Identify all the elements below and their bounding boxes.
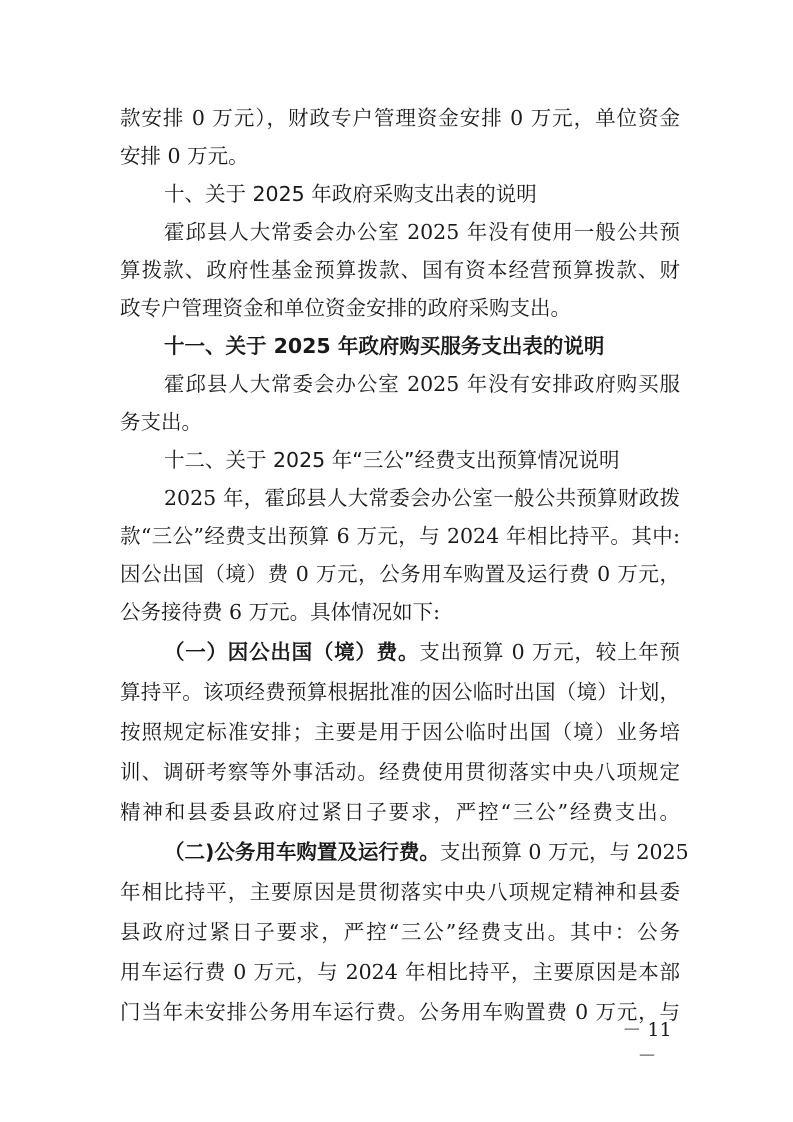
body-line: 算拨款、政府性基金预算拨款、国有资本经营预算拨款、财 [120,258,680,282]
body-line: 霍邱县人大常委会办公室 2025 年没有安排政府购买服 [164,372,680,396]
body-line: 款“三公”经费支出预算 6 万元，与 2024 年相比持平。其中: [120,524,680,548]
body-text: 支出预算 0 万元，与 2025 [439,840,689,864]
section-heading: 十二、关于 2025 年“三公”经费支出预算情况说明 [164,448,620,472]
body-line: 安排 0 万元。 [120,144,249,168]
body-line: 2025 年，霍邱县人大常委会办公室一般公共预算财政拨 [164,486,680,510]
body-line: 款安排 0 万元），财政专户管理资金安排 0 万元，单位资金 [120,106,680,130]
subsection-title: （二)公务用车购置及运行费。 [164,840,440,864]
subsection-title: （一）因公出国（境）费。 [164,640,420,664]
body-line: 务支出。 [120,410,202,434]
body-line: 县政府过紧日子要求，严控“三公”经费支出。其中：公务 [120,920,680,944]
subsection-line [164,637,680,667]
section-heading: 十、关于 2025 年政府采购支出表的说明 [164,182,537,206]
body-line: 因公出国（境）费 0 万元，公务用车购置及运行费 0 万元， [120,562,680,586]
body-line: 精神和县委县政府过紧日子要求，严控“三公”经费支出。 [120,800,680,824]
body-line: 霍邱县人大常委会办公室 2025 年没有使用一般公共预 [164,220,680,244]
body-line: 用车运行费 0 万元，与 2024 年相比持平，主要原因是本部 [120,960,680,984]
body-line: 按照规定标准安排；主要是用于因公临时出国（境）业务培 [120,720,680,744]
page-number: － 11 － [622,1019,672,1067]
subsection-line [164,837,689,867]
body-text: 支出预算 0 万元，较上年预 [419,640,681,664]
body-line: 政专户管理资金和单位资金安排的政府采购支出。 [120,296,571,320]
body-line: 年相比持平，主要原因是贯彻落实中央八项规定精神和县委 [120,880,680,904]
body-line: 训、调研考察等外事活动。经费使用贯彻落实中央八项规定 [120,760,680,784]
body-line: 公务接待费 6 万元。具体情况如下: [120,600,440,624]
section-heading: 十一、关于 2025 年政府购买服务支出表的说明 [164,334,605,358]
body-line: 算持平。该项经费预算根据批准的因公临时出国（境）计划， [120,680,680,704]
body-line: 门当年未安排公务用车运行费。公务用车购置费 0 万元，与 [120,1000,680,1024]
